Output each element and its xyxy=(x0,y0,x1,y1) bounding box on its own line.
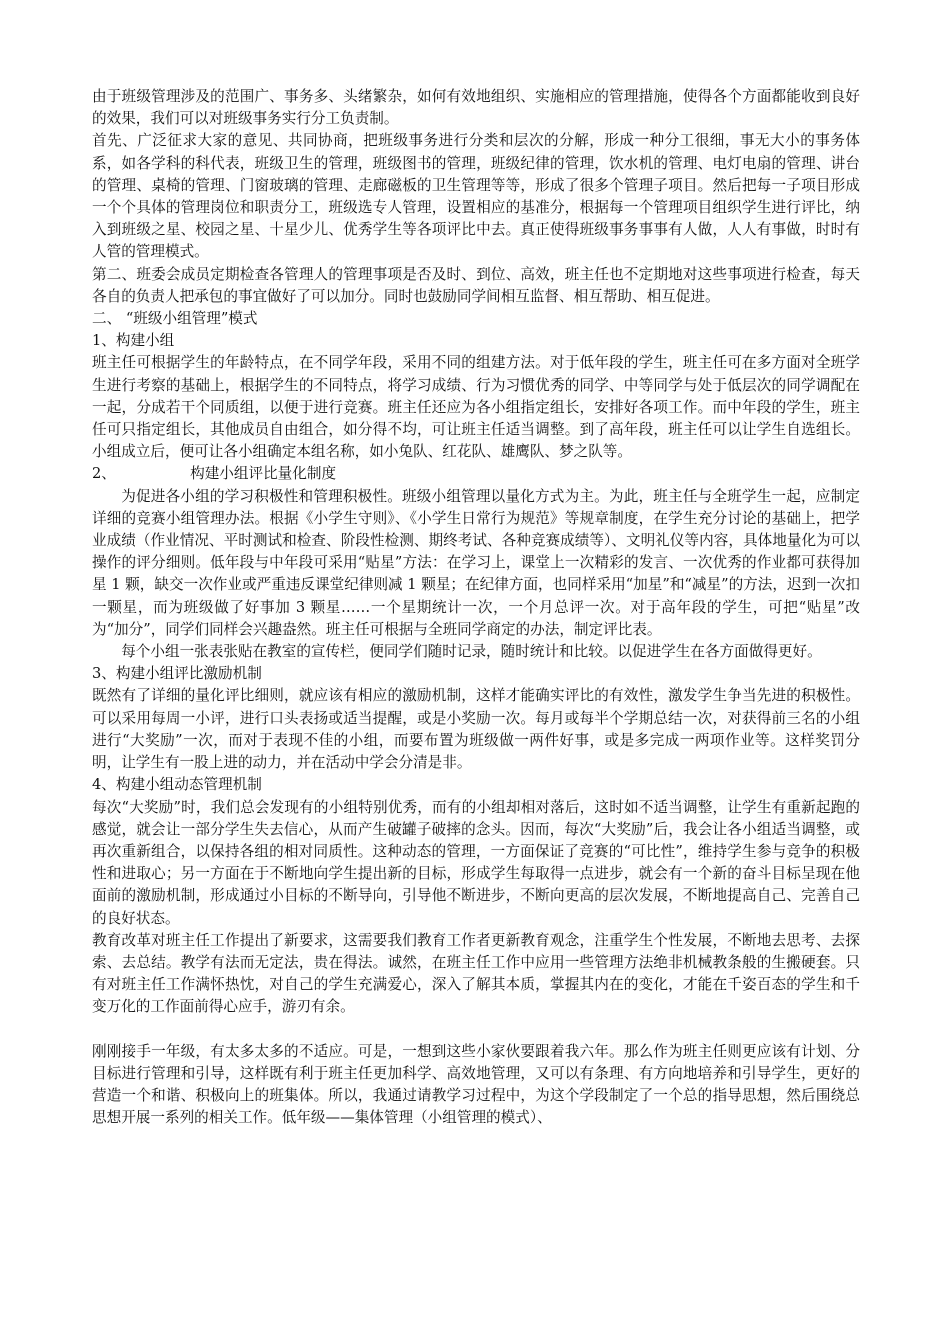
paragraph-education-reform: 教育改革对班主任工作提出了新要求，这需要我们教育工作者更新教育观念，注重学生个性发展，不断地去思考、去探索、去总结。教学有法而无定法，贵在得法。诚然，在班主任工作中应用一些管理方法绝非机械教条般的生搬硬套。只有对班主任工作满怀热忱，对自己的学生充满爱心，深入了解其本质，掌握其内在的变化，才能在千姿百态的学生和千变万化的工作面前得心应手，游刃有余。 xyxy=(92,931,860,1016)
paragraph-first-grade: 刚刚接手一年级，有太多太多的不适应。可是，一想到这些小家伙要跟着我六年。那么作为班主任则更应该有计划、分目标进行管理和引导，这样既有利于班主任更加科学、高效地管理，又可以有条理、有方向地培养和引导学生，更好的营造一个和谐、积极向上的班集体。所以，我通过请教学习过程中，为这个学段制定了一个总的指导思想，然后围绕总思想开展一系列的相关工作。低年级——集体管理（小组管理的模式）、 xyxy=(92,1042,860,1127)
subheading-build-groups: 1、构建小组 xyxy=(92,332,175,350)
subheading-dynamic-management: 4、构建小组动态管理机制 xyxy=(92,776,262,794)
paragraph-dynamic-management: 每次“大奖励”时，我们总会发现有的小组特别优秀，而有的小组却相对落后，这时如不适当调整，让学生有重新起跑的感觉，就会让一部分学生失去信心，从而产生破罐子破摔的念头。因而，每次“大奖励”后，我会让各小组适当调整，或再次重新组合，以保持各组的相对同质性。这种动态的管理，一方面保证了竞赛的“可比性”，维持学生参与竞争的积极性和进取心；另一方面在于不断地向学生提出新的目标，形成学生每取得一点进步，就会有一个新的奋斗目标呈现在他面前的激励机制，形成通过小目标的不断导向，引导他不断进步，不断向更高的层次发展，不断地提高自己、完善自己的良好状态。 xyxy=(92,798,860,927)
section-heading-group-management: 二、 “班级小组管理”模式 xyxy=(92,310,258,328)
paragraph-division-of-labor-intro: 由于班级管理涉及的范围广、事务多、头绪繁杂，如何有效地组织、实施相应的管理措施，使得各个方面都能收到良好的效果，我们可以对班级事务实行分工负责制。 xyxy=(92,88,860,128)
paragraph-spacer xyxy=(92,1019,860,1041)
subheading-incentive-mechanism: 3、构建小组评比激励机制 xyxy=(92,665,262,683)
paragraph-first-step: 首先、广泛征求大家的意见、共同协商，把班级事务进行分类和层次的分解，形成一种分工很细，事无大小的事务体系，如各学科的科代表，班级卫生的管理，班级图书的管理，班级纪律的管理，饮水机的管理、电灯电扇的管理、讲台的管理、桌椅的管理、门窗玻璃的管理、走廊磁板的卫生管理等等，形成了很多个管理子项目。然后把每一子项目形成一个个具体的管理岗位和职责分工，班级选专人管理，设置相应的基准分，根据每一个管理项目组织学生进行评比，纳入到班级之星、校园之星、十星少儿、优秀学生等各项评比中去。真正使得班级事务事事有人做，人人有事做，时时有人管的管理模式。 xyxy=(92,132,860,261)
paragraph-second-step: 第二、班委会成员定期检查各管理人的管理事项是否及时、到位、高效，班主任也不定期地对这些事项进行检查，每天各自的负责人把承包的事宜做好了可以加分。同时也鼓励同学间相互监督、相互帮助、相互促进。 xyxy=(92,265,860,305)
paragraph-quantified-rating: 为促进各小组的学习积极性和管理积极性。班级小组管理以量化方式为主。为此，班主任与全班学生一起，应制定详细的竞赛小组管理办法。根据《小学生守则》、《小学生日常行为规范》等规章制度，在学生充分讨论的基础上，把学业成绩（作业情况、平时测试和检查、阶段性检测、期终考试、各种竞赛成绩等）、文明礼仪等内容，具体地量化为可以操作的评分细则。低年段与中年段可采用“贴星”方法：在学习上，课堂上一次精彩的发言、一次优秀的作业都可获得加星 1 颗，缺交一次作业或严重违反课堂纪律则减 1 颗星；在纪律方面，也同样采用“加星”和“减星”的方法，迟到一次扣一颗星，而为班级做了好事加 3 颗星……一个星期统计一次，一个月总评一次。对于高年段的学生，可把“贴星”改为“加分”，同学们同样会兴趣盎然。班主任可根据与全班同学商定的办法，制定评比表。 xyxy=(92,487,860,638)
paragraph-incentive-mechanism: 既然有了详细的量化评比细则，就应该有相应的激励机制，这样才能确实评比的有效性，激发学生争当先进的积极性。可以采用每周一小评，进行口头表扬或适当提醒，或是小奖励一次。每月或每半个学期总结一次，对获得前三名的小组进行“大奖励”一次，而对于表现不佳的小组，而要布置为班级做一两件好事，或是多完成一两项作业等。这样奖罚分明，让学生有一股上进的动力，并在活动中学会分清是非。 xyxy=(92,687,860,772)
paragraph-rating-board: 每个小组一张表张贴在教室的宣传栏，便同学们随时记录，随时统计和比较。以促进学生在各方面做得更好。 xyxy=(121,643,822,661)
subheading-quantified-rating: 2、 构建小组评比量化制度 xyxy=(92,465,337,483)
paragraph-build-groups: 班主任可根据学生的年龄特点，在不同学年段，采用不同的组建方法。对于低年段的学生，班主任可在多方面对全班学生进行考察的基础上，根据学生的不同特点，将学习成绩、行为习惯优秀的同学、中等同学与处于低层次的同学调配在一起，分成若干个同质组，以便于进行竞赛。班主任还应为各小组指定组长，安排好各项工作。而中年段的学生，班主任可只指定组长，其他成员自由组合，如分得不均，可让班主任适当调整。到了高年段，班主任可以让学生自选组长。小组成立后，便可让各小组确定本组名称，如小兔队、红花队、雄鹰队、梦之队等。 xyxy=(92,354,860,461)
